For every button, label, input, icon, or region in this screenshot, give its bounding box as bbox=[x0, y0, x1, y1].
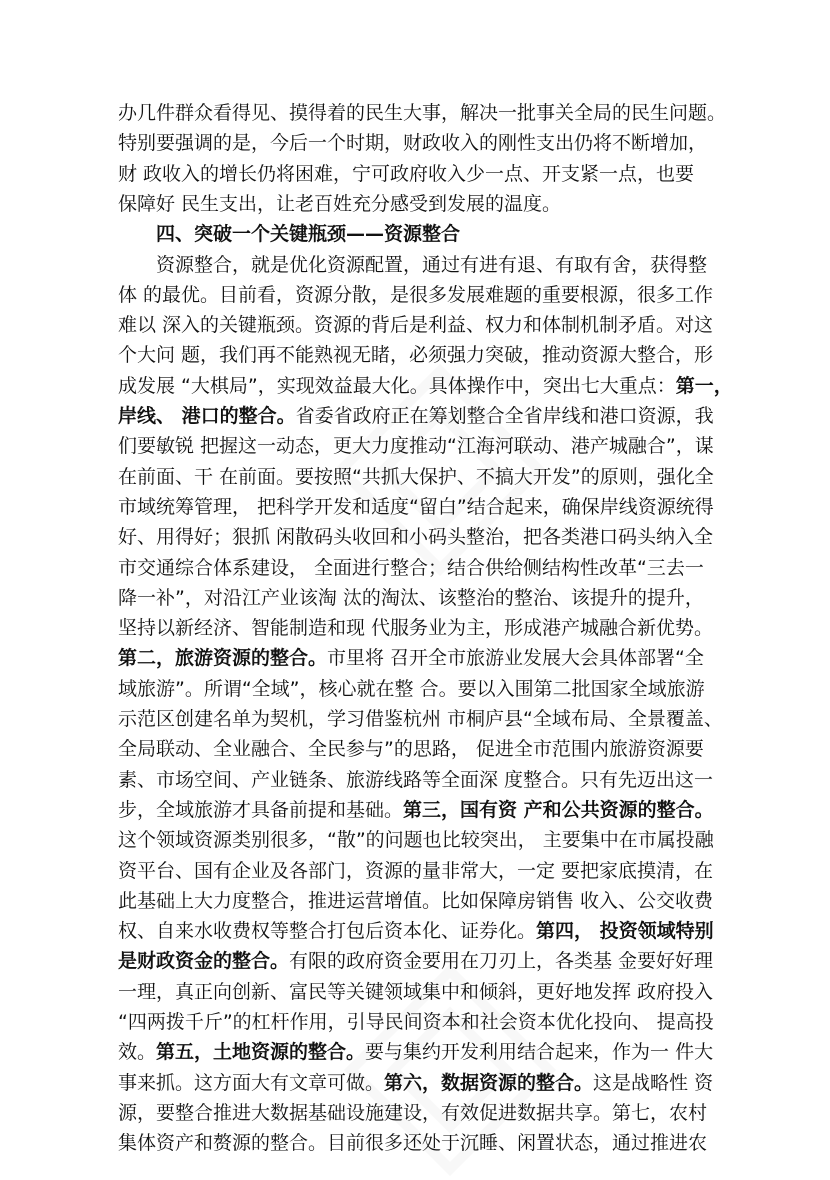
text-line bbox=[118, 1128, 718, 1158]
text-line bbox=[118, 401, 718, 431]
bold-text-segment: 是财政资金的整合。 bbox=[118, 950, 290, 973]
text-segment: 坚持以新经济、智能制造和现 代服务业为主，形成港产城融合新优势。 bbox=[118, 617, 714, 640]
text-segment: 资平台、国有企业及各部门，资源的量非常大，一定 要把家底摸清，在 bbox=[118, 859, 714, 882]
text-segment: 效。 bbox=[118, 1041, 157, 1064]
text-line bbox=[118, 371, 733, 401]
text-segment: 个大问 题，我们再不能熟视无睹，必须强力突破，推动资源大整合，形 bbox=[118, 344, 714, 367]
text-segment: 市交通综合体系建设， 全面进行整合；结合供给侧结构性改革“三去一 bbox=[118, 556, 704, 579]
text-segment: 办几件群众看得见、摸得着的民生大事，解决一批事关全局的民生问题。 bbox=[118, 102, 727, 124]
text-line bbox=[118, 765, 718, 795]
text-segment: 特别要强调的是，今后一个时期，财政收入的刚性支出仍将不断增加， bbox=[118, 132, 708, 155]
text-line bbox=[118, 916, 718, 946]
text-line bbox=[118, 431, 718, 461]
text-segment: 有限的政府资金要用在刀刃上，各类基 金要好好理 bbox=[289, 950, 714, 973]
text-segment: 素、市场空间、产业链条、旅游线路等全面深 度整合。只有先迈出这一 bbox=[118, 768, 714, 791]
bold-text-segment: 第四， 投资领域特别 bbox=[536, 920, 714, 943]
bold-text-segment: 岸线、 港口的整合。 bbox=[118, 405, 296, 427]
text-segment: 市域统筹管理， 把科学开发和适度“留白”结合起来，确保岸线资源统得 bbox=[118, 495, 714, 518]
text-segment: 难以 深入的关键瓶颈。资源的背后是利益、权力和体制机制矛盾。对这 bbox=[118, 314, 714, 337]
text-line bbox=[118, 643, 718, 673]
text-segment: 事来抓。这方面大有文章可做。 bbox=[118, 1071, 385, 1094]
text-line bbox=[118, 1098, 718, 1128]
text-line bbox=[118, 462, 718, 492]
section-heading bbox=[156, 219, 756, 249]
text-line bbox=[118, 310, 718, 340]
text-line bbox=[118, 583, 718, 613]
text-line bbox=[118, 340, 718, 370]
text-segment: 源，要整合推进大数据基础设施建设，有效促进数据共享。第七，农村 bbox=[118, 1101, 708, 1124]
text-line bbox=[118, 98, 727, 128]
text-line bbox=[118, 189, 718, 219]
bold-text-segment: 第三，国有资 产和公共资源的整合。 bbox=[403, 798, 714, 821]
text-line bbox=[118, 522, 718, 552]
text-line bbox=[118, 613, 718, 643]
text-segment: 体 的最优。目前看，资源分散，是很多发展难题的重要根源，很多工作 bbox=[118, 283, 714, 306]
text-line bbox=[118, 280, 718, 310]
text-line bbox=[118, 1007, 718, 1037]
text-segment: 一理，真正向创新、富民等关键领域集中和倾斜，更好地发挥 政府投入 bbox=[118, 980, 714, 1003]
text-line bbox=[118, 1068, 718, 1098]
text-line bbox=[118, 159, 718, 189]
text-segment: 示范区创建名单为契机，学习借鉴杭州 市桐庐县“全域布局、全景覆盖、 bbox=[118, 708, 723, 730]
text-line bbox=[118, 734, 718, 764]
text-segment: 好、用得好；狠抓 闲散码头收回和小码头整治，把各类港口码头纳入全 bbox=[118, 526, 714, 549]
text-line bbox=[118, 674, 718, 704]
text-segment: 资源整合，就是优化资源配置，通过有进有退、有取有舍，获得整 bbox=[156, 253, 708, 276]
text-line bbox=[118, 128, 718, 158]
text-segment: 在前面、干 在前面。要按照“共抓大保护、不搞大开发”的原则，强化全 bbox=[118, 465, 714, 488]
text-line bbox=[118, 825, 718, 855]
text-line bbox=[118, 856, 718, 886]
text-segment: 权、自来水收费权等整合打包后资本化、证券化。 bbox=[118, 920, 537, 943]
text-segment: 市里将 召开全市旅游业发展大会具体部署“全 bbox=[327, 647, 704, 670]
bold-text-segment: 第五，土地资源的整合。 bbox=[156, 1041, 366, 1064]
text-line bbox=[118, 977, 718, 1007]
text-segment: 财 政收入的增长仍将困难，宁可政府收入少一点、开支紧一点，也要 bbox=[118, 162, 695, 185]
text-segment: 这个领域资源类别很多，“散”的问题也比较突出， 主要集中在市属投融 bbox=[118, 829, 714, 852]
text-segment: 域旅游”。所谓“全域”，核心就在整 合。要以入围第二批国家全域旅游 bbox=[118, 677, 705, 700]
text-line bbox=[156, 250, 756, 280]
text-line bbox=[118, 553, 718, 583]
bold-text-segment: 第一， bbox=[675, 374, 733, 397]
text-line bbox=[118, 886, 718, 916]
text-segment: 全局联动、全业融合、全民参与”的思路， 促进全市范围内旅游资源要 bbox=[118, 738, 704, 761]
text-segment: “四两拨千斤”的杠杆作用，引导民间资本和社会资本优化投向、 提高投 bbox=[118, 1011, 714, 1033]
text-segment: 保障好 民生支出，让老百姓充分感受到发展的温度。 bbox=[118, 192, 562, 215]
text-segment: 降一补”，对沿江产业该淘 汰的淘汰、该整治的整治、该提升的提升， bbox=[118, 586, 704, 609]
text-line bbox=[118, 1037, 718, 1067]
bold-text-segment: 第二，旅游资源的整合。 bbox=[118, 647, 328, 670]
bold-text-segment: 四、突破一个关键瓶颈——资源整合 bbox=[156, 223, 461, 246]
text-segment: 省委省政府正在筹划整合全省岸线和港口资源，我 bbox=[295, 405, 714, 427]
text-segment: 们要敏锐 把握这一动态，更大力度推动“江海河联动、港产城融合”，谋 bbox=[118, 435, 714, 458]
text-segment: 集体资产和赘源的整合。目前很多还处于沉睡、闲置状态，通过推进农 bbox=[118, 1132, 708, 1155]
text-line bbox=[118, 946, 718, 976]
text-segment: 成发展 “大棋局”，实现效益最大化。具体操作中，突出七大重点： bbox=[118, 374, 676, 397]
text-segment: 要与集约开发利用结合起来，作为一 件大 bbox=[365, 1041, 714, 1064]
text-line bbox=[118, 492, 718, 522]
bold-text-segment: 第六，数据资源的整合。 bbox=[384, 1071, 594, 1094]
text-segment: 这是战略性 资 bbox=[593, 1071, 714, 1094]
text-line bbox=[118, 795, 718, 825]
text-line bbox=[118, 704, 723, 734]
text-segment: 步，全域旅游才具备前提和基础。 bbox=[118, 798, 404, 821]
text-segment: 此基础上大力度整合，推进运营增值。比如保障房销售 收入、公交收费 bbox=[118, 889, 714, 912]
